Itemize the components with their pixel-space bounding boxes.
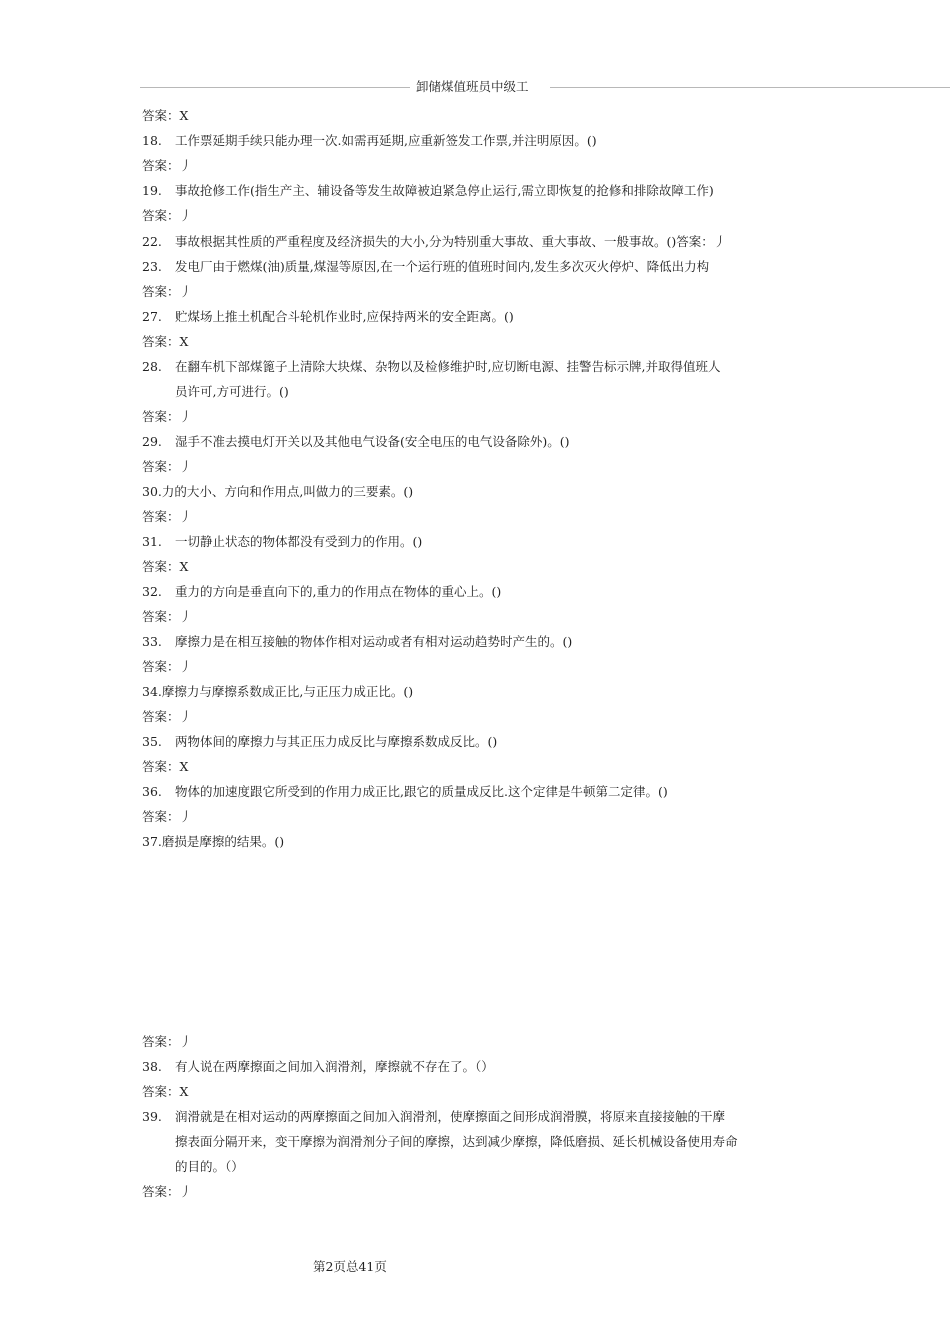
answer-line: 答案：X xyxy=(142,759,189,774)
question-text: 事故抢修工作(指生产主、辅设备等发生故障被迫紧急停止运行,需立即恢复的抢修和排除故障工作) xyxy=(175,183,714,198)
answer-line: 答案：丿 xyxy=(142,609,193,624)
question-text: 贮煤场上推土机配合斗轮机作业时,应保持两米的安全距离。() xyxy=(175,309,514,324)
question-number: 33. xyxy=(142,634,162,649)
page-number-footer: 第2页总41页 xyxy=(313,1259,387,1274)
answer-line: 答案：丿 xyxy=(142,709,193,724)
question-number: 19. xyxy=(142,183,162,198)
question-text: 重力的方向是垂直向下的,重力的作用点在物体的重心上。() xyxy=(175,584,502,599)
question-number: 22. xyxy=(142,234,162,249)
question-number: 38. xyxy=(142,1059,162,1074)
question-number: 27. xyxy=(142,309,162,324)
answer-line: 答案：丿 xyxy=(142,509,193,524)
question-number: 36. xyxy=(142,784,162,799)
running-header-title: 卸储煤值班员中级工 xyxy=(410,79,550,94)
question-text: 摩擦力是在相互接触的物体作相对运动或者有相对运动趋势时产生的。() xyxy=(175,634,573,649)
question-text-continued: 的目的。（） xyxy=(175,1159,244,1174)
question-text: 有人说在两摩擦面之间加入润滑剂，摩擦就不存在了。（） xyxy=(175,1059,494,1074)
question-text-continued: 擦表面分隔开来，变干摩擦为润滑剂分子间的摩擦，达到减少摩擦，降低磨损、延长机械设备使用寿命 xyxy=(175,1134,738,1149)
question-line: 37.磨损是摩擦的结果。() xyxy=(142,834,285,849)
answer-line: 答案：X xyxy=(142,108,189,123)
question-text: 事故根据其性质的严重程度及经济损失的大小,分为特别重大事故、重大事故、一般事故。()答案：丿 xyxy=(175,234,727,249)
question-line: 30.力的大小、方向和作用点,叫做力的三要素。() xyxy=(142,484,414,499)
answer-line: 答案：丿 xyxy=(142,208,193,223)
question-text: 在翻车机下部煤篦子上清除大块煤、杂物以及检修维护时,应切断电源、挂警告标示牌,并取得值班人 xyxy=(175,359,721,374)
question-text: 工作票延期手续只能办理一次.如需再延期,应重新签发工作票,并注明原因。() xyxy=(175,133,597,148)
question-text: 一切静止状态的物体都没有受到力的作用。() xyxy=(175,534,423,549)
question-number: 28. xyxy=(142,359,162,374)
question-text: 发电厂由于燃煤(油)质量,煤湿等原因,在一个运行班的值班时间内,发生多次灭火停炉、降低出力构 xyxy=(175,259,710,274)
question-text: 湿手不准去摸电灯开关以及其他电气设备(安全电压的电气设备除外)。() xyxy=(175,434,570,449)
question-number: 29. xyxy=(142,434,162,449)
answer-line: 答案：丿 xyxy=(142,659,193,674)
question-number: 35. xyxy=(142,734,162,749)
question-text: 物体的加速度跟它所受到的作用力成正比,跟它的质量成反比.这个定律是牛顿第二定律。() xyxy=(175,784,668,799)
answer-line: 答案：丿 xyxy=(142,409,193,424)
answer-line: 答案：X xyxy=(142,1084,189,1099)
question-line: 34.摩擦力与摩擦系数成正比,与正压力成正比。() xyxy=(142,684,414,699)
question-number: 39. xyxy=(142,1109,162,1124)
question-number: 23. xyxy=(142,259,162,274)
question-text: 润滑就是在相对运动的两摩擦面之间加入润滑剂，使摩擦面之间形成润滑膜，将原来直接接触的干摩 xyxy=(175,1109,726,1124)
answer-line: 答案：丿 xyxy=(142,1184,193,1199)
question-number: 18. xyxy=(142,133,162,148)
answer-line: 答案：X xyxy=(142,559,189,574)
question-number: 32. xyxy=(142,584,162,599)
answer-line: 答案：丿 xyxy=(142,158,193,173)
question-text: 两物体间的摩擦力与其正压力成反比与摩擦系数成反比。() xyxy=(175,734,498,749)
answer-line: 答案：丿 xyxy=(142,284,193,299)
answer-line: 答案：丿 xyxy=(142,809,193,824)
answer-line: 答案：丿 xyxy=(142,1034,193,1049)
question-text-continued: 员许可,方可进行。() xyxy=(175,384,289,399)
question-number: 31. xyxy=(142,534,162,549)
answer-line: 答案：丿 xyxy=(142,459,193,474)
answer-line: 答案：X xyxy=(142,334,189,349)
